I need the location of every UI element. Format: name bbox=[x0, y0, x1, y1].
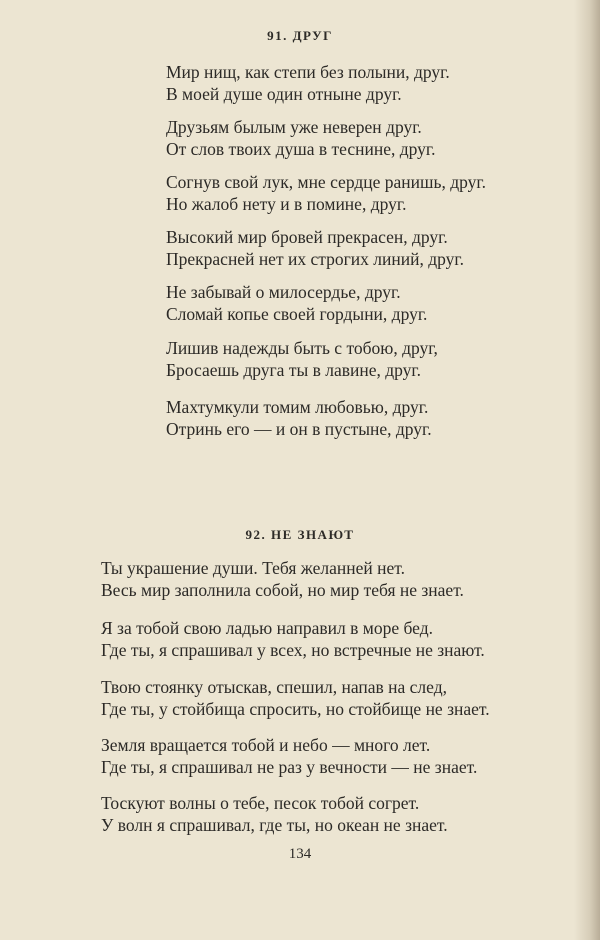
verse-line: Друзьям былым уже неверен друг. bbox=[166, 117, 422, 137]
verse-line: От слов твоих душа в теснине, друг. bbox=[166, 139, 436, 159]
stanza bbox=[101, 676, 490, 720]
stanza bbox=[101, 734, 477, 778]
stanza bbox=[166, 171, 486, 215]
verse-line: Земля вращается тобой и небо — много лет. bbox=[101, 735, 431, 755]
verse-line: У волн я спрашивал, где ты, но океан не знает. bbox=[101, 815, 448, 835]
verse-line: Ты украшение души. Тебя желанней нет. bbox=[101, 558, 405, 578]
stanza bbox=[166, 61, 450, 105]
page-edge-shadow bbox=[574, 0, 600, 940]
verse-line: Бросаешь друга ты в лавине, друг. bbox=[166, 360, 422, 380]
stanza bbox=[101, 557, 464, 601]
verse-line: Я за тобой свою ладью направил в море бед. bbox=[101, 618, 433, 638]
page-number: 134 bbox=[288, 846, 312, 862]
verse-line: Весь мир заполнила собой, но мир тебя не знает. bbox=[101, 580, 464, 600]
stanza bbox=[101, 617, 485, 661]
stanza bbox=[166, 226, 464, 270]
verse-line: Мир нищ, как степи без полыни, друг. bbox=[166, 62, 450, 82]
verse-line: Высокий мир бровей прекрасен, друг. bbox=[166, 227, 448, 247]
verse-line: В моей душе один отныне друг. bbox=[166, 84, 402, 104]
poem-title: 92. НЕ ЗНАЮТ bbox=[245, 527, 355, 542]
stanza bbox=[166, 337, 438, 381]
verse-line: Где ты, я спрашивал не раз у вечности — не знает. bbox=[101, 757, 478, 777]
verse-line: Не забывай о милосердье, друг. bbox=[166, 282, 401, 302]
verse-line: Твою стоянку отыскав, спешил, напав на след, bbox=[101, 677, 447, 697]
stanza bbox=[101, 792, 448, 836]
verse-line: Прекрасней нет их строгих линий, друг. bbox=[166, 249, 464, 269]
verse-line: Где ты, я спрашивал у всех, но встречные не знают. bbox=[101, 640, 485, 660]
verse-line: Но жалоб нету и в помине, друг. bbox=[166, 194, 407, 214]
verse-line: Лишив надежды быть с тобою, друг, bbox=[166, 338, 438, 358]
verse-line: Махтумкули томим любовью, друг. bbox=[166, 397, 429, 417]
verse-line: Тоскуют волны о тебе, песок тобой согрет. bbox=[101, 793, 420, 813]
verse-line: Отринь его — и он в пустыне, друг. bbox=[166, 419, 432, 439]
poem-title: 91. ДРУГ bbox=[267, 28, 333, 43]
verse-line: Где ты, у стойбища спросить, но стойбище не знает. bbox=[101, 699, 490, 719]
stanza bbox=[166, 116, 435, 160]
verse-line: Согнув свой лук, мне сердце ранишь, друг. bbox=[166, 172, 486, 192]
stanza bbox=[166, 396, 432, 440]
verse-line: Сломай копье своей гордыни, друг. bbox=[166, 304, 428, 324]
stanza bbox=[166, 281, 427, 325]
